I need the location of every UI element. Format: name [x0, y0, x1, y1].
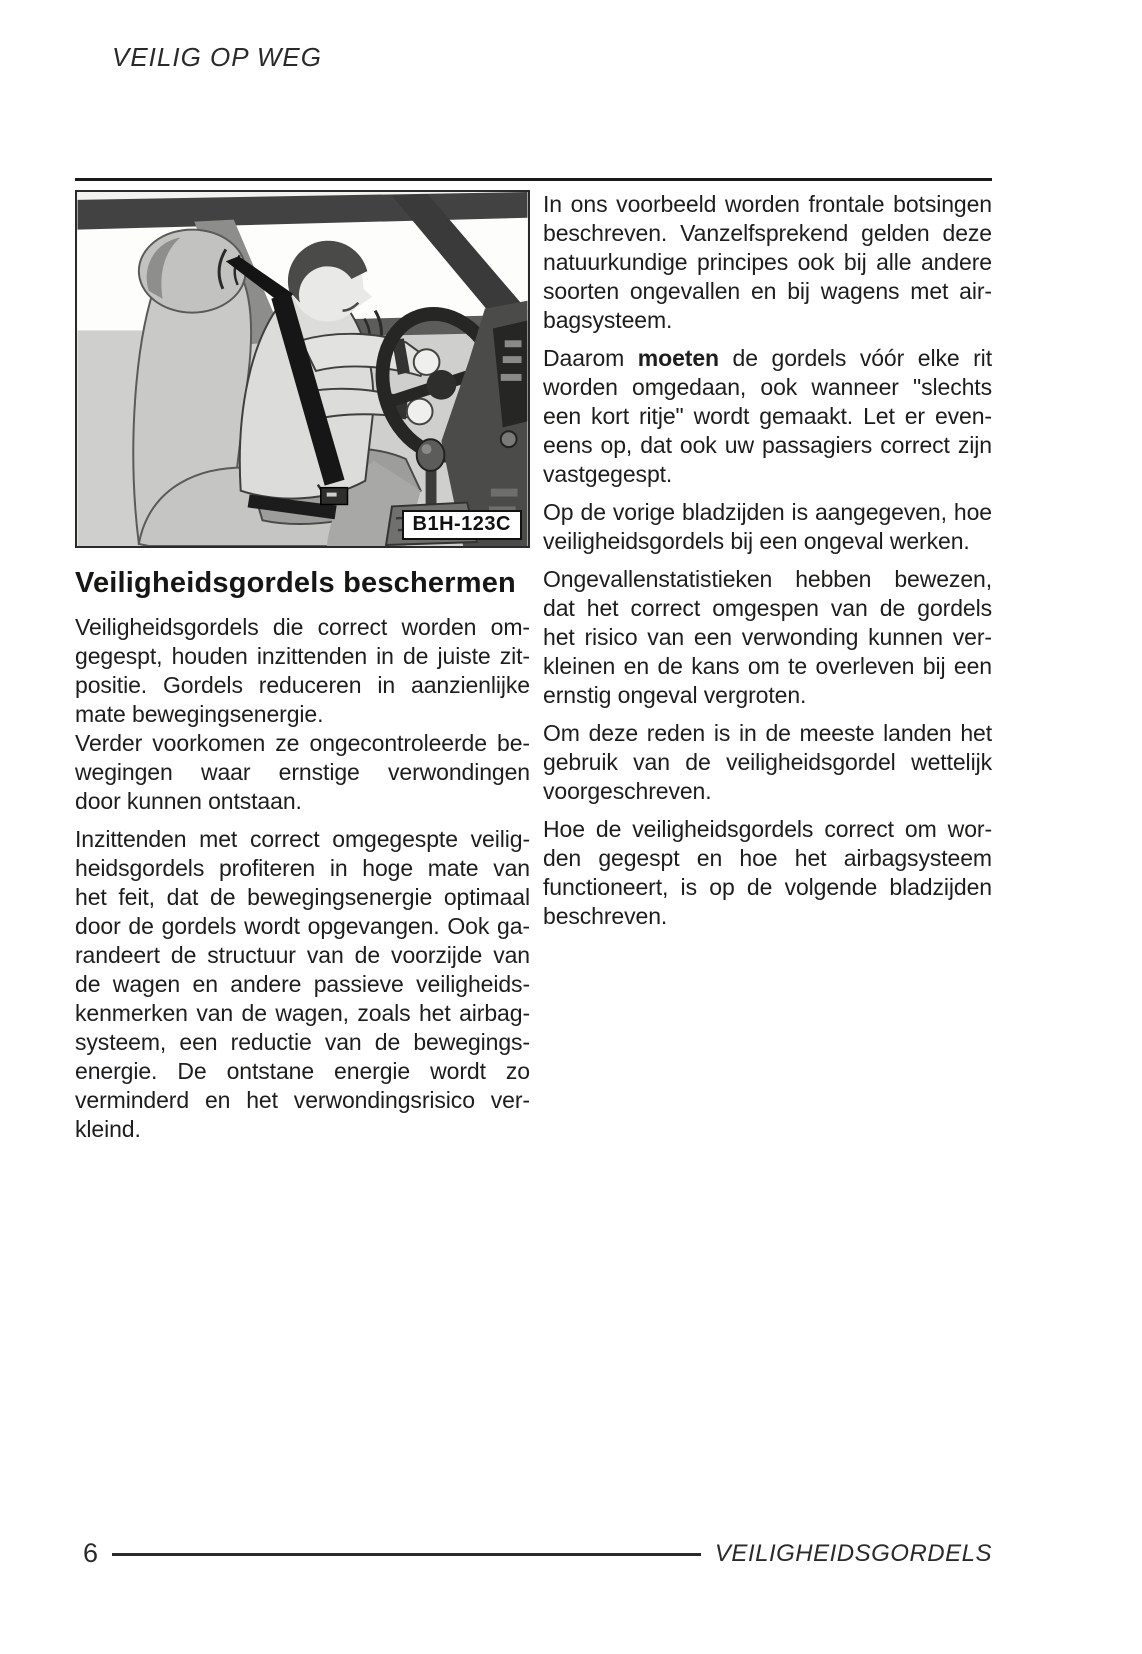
text-line: soorten ongevallen en bij wagens met air- — [543, 278, 992, 304]
paragraph — [543, 719, 992, 806]
paragraph — [543, 498, 992, 556]
text-line: wegingen waar ernstige verwondingen — [75, 759, 530, 785]
footer-section-label: VEILIGHEIDSGORDELS — [714, 1539, 992, 1567]
driver-hand-top — [414, 349, 440, 375]
page-footer — [83, 1538, 992, 1569]
text-line: door de gordels wordt opgevangen. Ook ga- — [75, 913, 530, 939]
left-column — [75, 190, 530, 1144]
text-line: een kort ritje" wordt gemaakt. Let er even- — [543, 403, 992, 429]
top-rule — [75, 178, 992, 181]
text-line: door kunnen ontstaan. — [75, 788, 302, 814]
text-line: het risico van een verwonding kunnen ver- — [543, 624, 992, 650]
text-line: ernstig ongeval vergroten. — [543, 682, 807, 708]
paragraph — [543, 190, 992, 335]
text-line: Op de vorige bladzijden is aangegeven, hoe — [543, 499, 992, 525]
text-line: vastgegespt. — [543, 461, 673, 487]
left-column-body — [75, 613, 530, 1144]
text-line: Inzittenden met correct omgegespte veilig- — [75, 826, 530, 852]
text-line: den gegespt en hoe het airbagsysteem — [543, 845, 992, 871]
paragraph — [75, 613, 530, 729]
dash-radio-slot — [501, 374, 522, 381]
figure-label: B1H-123C — [402, 510, 522, 540]
text-line: gebruik van de veiligheidsgordel wettelijk — [543, 749, 992, 775]
two-column-layout — [75, 190, 992, 1144]
driver-hand-bottom — [407, 399, 433, 425]
text-line: randeert de structuur van de voorzijde van — [75, 942, 530, 968]
text-line: het feit, dat de bewegingsenergie optimaal — [75, 884, 530, 910]
text-line: Hoe de veiligheidsgordels correct om wor- — [543, 816, 992, 842]
text-line: Daarom moeten de gordels vóór elke rit — [543, 345, 992, 371]
text-line: energie. De ontstane energie wordt zo — [75, 1058, 530, 1084]
text-line: beschreven. Vanzelfsprekend gelden deze — [543, 220, 992, 246]
dash-vent-slot-1 — [505, 340, 522, 347]
text-line: Verder voorkomen ze ongecontroleerde be- — [75, 730, 530, 756]
page-number: 6 — [83, 1538, 99, 1568]
text-line: worden omgedaan, ook wanneer "slechts — [543, 374, 992, 400]
running-header: VEILIG OP WEG — [112, 42, 322, 72]
text-line: eens op, dat ook uw passagiers correct zijn — [543, 432, 992, 458]
driver-seatbelt-figure — [75, 190, 530, 548]
paragraph — [75, 825, 530, 1144]
text-line: positie. Gordels reduceren in aanzienlijke — [75, 672, 530, 698]
text-line: kleind. — [75, 1116, 141, 1142]
text-line: heidsgordels profiteren in hoge mate van — [75, 855, 530, 881]
text-line: de wagen en andere passieve veiligheids- — [75, 971, 530, 997]
driver-wearing-seatbelt-illustration — [77, 192, 528, 546]
text-line: voorgeschreven. — [543, 778, 712, 804]
paragraph — [543, 815, 992, 931]
dash-button-row-1 — [491, 489, 518, 497]
seatbelt-buckle-slot — [327, 493, 337, 497]
text-line: bagsysteem. — [543, 307, 673, 333]
text-line: beschreven. — [543, 903, 668, 929]
text-line: verminderd en het verwondingsrisico ver- — [75, 1087, 530, 1113]
text-line: kenmerken van de wagen, zoals het airbag- — [75, 1000, 530, 1026]
right-column-body — [543, 190, 992, 931]
text-line: mate bewegingsenergie. — [75, 701, 324, 727]
paragraph — [543, 344, 992, 489]
text-line: Ongevallenstatistieken hebben bewezen, — [543, 566, 992, 592]
gear-knob — [417, 439, 445, 471]
text-line: veiligheidsgordels bij een ongeval werken. — [543, 528, 970, 554]
paragraph — [543, 565, 992, 710]
text-line: systeem, een reductie van de bewegings- — [75, 1029, 530, 1055]
text-line: dat het correct omgespen van de gordels — [543, 595, 992, 621]
dash-vent-slot-2 — [503, 356, 522, 363]
text-line: kleinen en de kans om te overleven bij een — [543, 653, 992, 679]
gear-knob-highlight — [422, 444, 432, 454]
paragraph — [75, 729, 530, 816]
section-heading: Veiligheidsgordels beschermen — [75, 567, 516, 599]
footer-rule — [112, 1553, 701, 1556]
text-line: Veiligheidsgordels die correct worden om- — [75, 614, 530, 640]
right-column — [543, 190, 992, 1144]
text-line: functioneert, is op de volgende bladzijden — [543, 874, 992, 900]
text-line: natuurkundige principes ook bij alle andere — [543, 249, 992, 275]
text-line: gegespt, houden inzittenden in de juiste zit- — [75, 643, 530, 669]
dash-knob — [501, 431, 517, 447]
text-line: Om deze reden is in de meeste landen het — [543, 720, 992, 746]
text-line: In ons voorbeeld worden frontale botsingen — [543, 191, 992, 217]
